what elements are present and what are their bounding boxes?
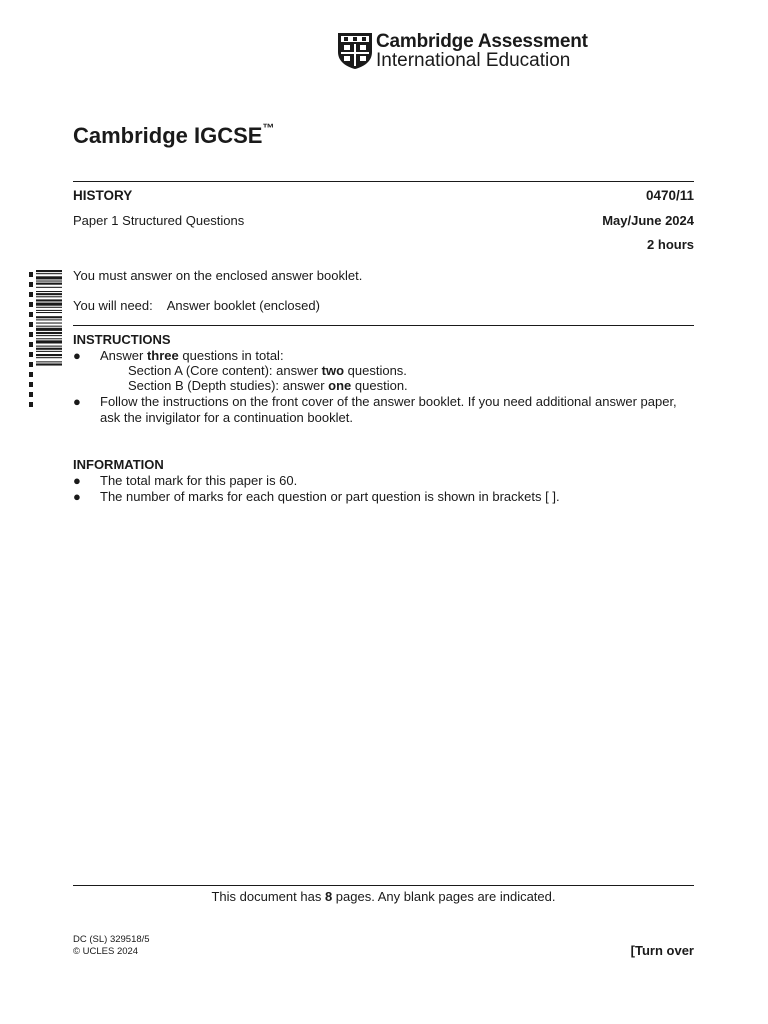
header-divider: [73, 181, 694, 182]
text-part: Section A (Core content): answer: [128, 363, 322, 378]
answer-instruction: You must answer on the enclosed answer booklet.: [73, 268, 363, 283]
need-item: Answer booklet (enclosed): [166, 298, 320, 313]
text-part: question.: [351, 378, 408, 393]
information-heading: INFORMATION: [73, 457, 164, 472]
logo-line-2: International Education: [376, 50, 571, 71]
logo-line-1: Cambridge Assessment: [376, 31, 588, 52]
text-bold: two: [321, 363, 345, 378]
crest-icon: [337, 32, 373, 70]
bullet-icon: ●: [73, 489, 81, 504]
barcode-icon: [28, 270, 64, 412]
text-line: ask the invigilator for a continuation booklet.: [100, 409, 353, 425]
instructions-heading: INSTRUCTIONS: [73, 332, 171, 347]
text-bold: one: [328, 378, 352, 393]
need-label: You will need:: [73, 298, 153, 313]
information-text: The total mark for this paper is 60.: [100, 473, 298, 488]
text-bold: three: [146, 348, 179, 363]
materials-needed: [73, 298, 320, 313]
turn-over-label: [Turn over: [630, 943, 694, 958]
copyright: © UCLES 2024: [73, 946, 139, 957]
text-part: pages. Any blank pages are indicated.: [332, 889, 556, 904]
information-item: [73, 473, 695, 489]
text-part: questions.: [344, 363, 407, 378]
page-title: [73, 120, 275, 149]
text-part: This document has: [211, 889, 325, 904]
cambridge-logo: [337, 31, 588, 71]
requirements-divider: [73, 325, 694, 326]
bullet-icon: ●: [73, 473, 81, 488]
document-code: DC (SL) 329518/5: [73, 934, 150, 945]
instruction-text: [100, 394, 700, 425]
title-text: Cambridge IGCSE: [73, 123, 263, 148]
footer-divider: [73, 885, 694, 886]
subject-name: HISTORY: [73, 188, 133, 203]
bullet-icon: ●: [73, 348, 81, 363]
bullet-icon: ●: [73, 394, 81, 409]
page-count-note: [73, 889, 694, 904]
trademark-symbol: ™: [262, 120, 275, 135]
instruction-item: [73, 394, 695, 426]
text-part: Answer: [100, 348, 147, 363]
instruction-text: [100, 348, 700, 364]
information-item: [73, 489, 695, 505]
paper-code: 0470/11: [645, 188, 694, 203]
paper-title: Paper 1 Structured Questions: [73, 213, 245, 228]
exam-duration: 2 hours: [647, 237, 694, 252]
section-b-instruction: [128, 378, 408, 393]
section-a-instruction: [128, 363, 407, 378]
exam-session: May/June 2024: [602, 213, 694, 228]
text-part: Section B (Depth studies): answer: [128, 378, 329, 393]
text-line: Follow the instructions on the front cover of the answer booklet. If you need additional answer paper,: [100, 394, 677, 409]
information-text: The number of marks for each question or part question is shown in brackets [ ].: [100, 489, 560, 504]
page-count: 8: [324, 889, 333, 904]
instruction-item: [73, 348, 695, 364]
text-part: questions in total:: [178, 348, 284, 363]
